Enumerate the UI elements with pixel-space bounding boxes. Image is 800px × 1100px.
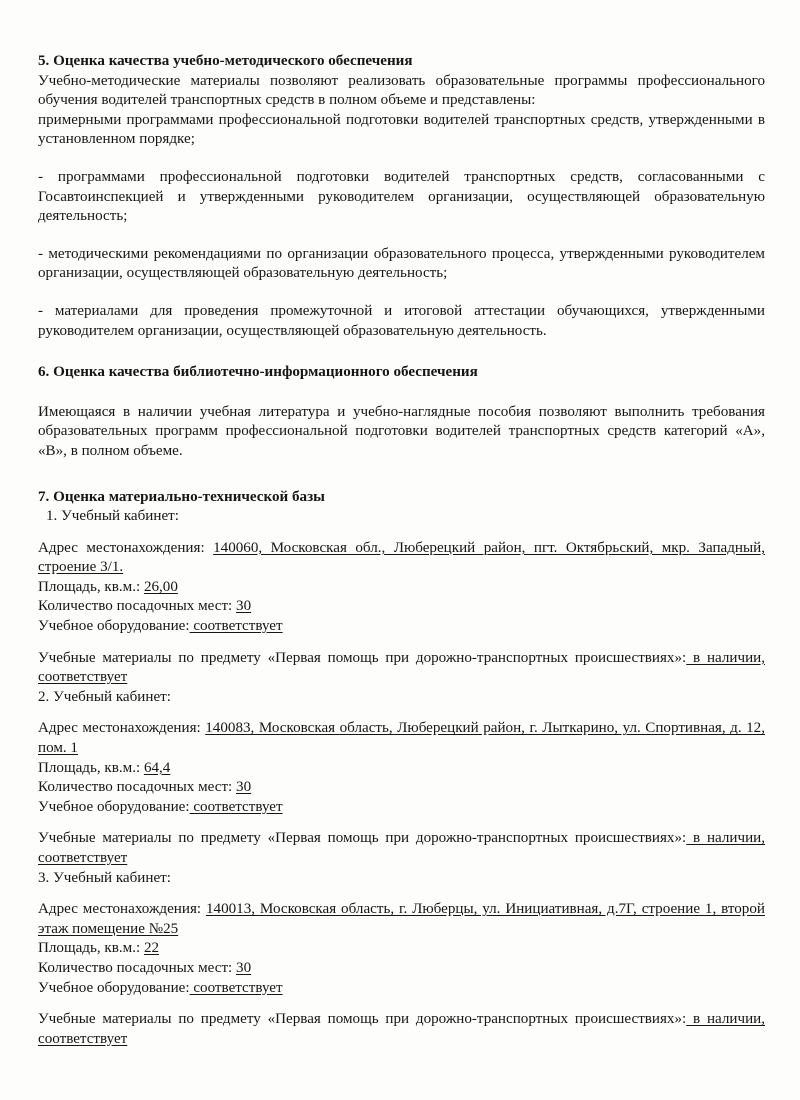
room-1-materials-value: в наличии, соответствует xyxy=(38,649,766,686)
materials-label: Учебные материалы по предмету «Первая помощь при дорожно-транспортных происшествиях»: xyxy=(38,649,687,666)
room-3-title: 3. Учебный кабинет: xyxy=(38,869,171,886)
room-3-materials xyxy=(38,1010,765,1049)
room-1-seats xyxy=(38,597,765,617)
address-label: Адрес местонахождения: xyxy=(38,539,214,556)
equipment-label: Учебное оборудование: xyxy=(38,618,190,635)
equipment-label: Учебное оборудование: xyxy=(38,798,190,815)
room-2-area xyxy=(38,759,765,779)
room-2-title: 2. Учебный кабинет: xyxy=(38,688,171,705)
room-3-seats-value: 30 xyxy=(236,959,252,976)
area-label: Площадь, кв.м.: xyxy=(38,759,144,776)
room-3-address-value: 140013, Московская область, г. Люберцы, ул. Инициативная, д.7Г, строение 1, второй этаж помещение №25 xyxy=(38,901,765,937)
room-3-equipment xyxy=(38,979,765,999)
materials-label: Учебные материалы по предмету «Первая помощь при дорожно-транспортных происшествиях»: xyxy=(38,1011,687,1028)
room-2-seats-value: 30 xyxy=(236,779,252,796)
room-2-materials xyxy=(38,829,765,868)
section-5-item-2: - программами профессиональной подготовки водителей транспортных средств, согласованными с Госавтоинспекцией и утвержденными руководителем организации, осуществляющей образовательную деятельность; xyxy=(38,168,765,225)
seats-label: Количество посадочных мест: xyxy=(38,959,237,976)
room-1-address-value: 140060, Московская обл., Люберецкий район, пгт. Октябрьский, мкр. Западный, строение 3/1. xyxy=(38,539,765,576)
address-label: Адрес местонахождения: xyxy=(38,901,206,918)
room-1-title: 1. Учебный кабинет: xyxy=(46,508,179,525)
room-1-seats-value: 30 xyxy=(236,598,252,615)
room-2-seats xyxy=(38,778,765,798)
room-2-materials-value: в наличии, соответствует xyxy=(38,830,766,866)
area-label: Площадь, кв.м.: xyxy=(38,940,144,957)
section-6-text: Имеющаяся в наличии учебная литература и учебно-наглядные пособия позволяют выполнить требования образовательных программ профессиональной подготовки водителей транспортных средств категорий «А», «В», в полном объеме. xyxy=(38,403,765,459)
room-2-address xyxy=(38,719,765,758)
room-3-area xyxy=(38,939,765,959)
section-5-intro: Учебно-методические материалы позволяют реализовать образовательные программы профессионального обучения водителей транспортных средств в полном объеме и представлены: xyxy=(38,72,765,109)
room-3-seats xyxy=(38,959,765,979)
room-1-equipment-value: соответствует xyxy=(189,618,283,635)
room-2-address-value: 140083, Московская область, Люберецкий район, г. Лыткарино, ул. Спортивная, д. 12, пом. 1 xyxy=(38,720,765,757)
room-3-area-value: 22 xyxy=(143,940,160,957)
section-6-heading: 6. Оценка качества библиотечно-информационного обеспечения xyxy=(38,364,478,381)
room-1-equipment xyxy=(38,617,765,637)
room-1-address xyxy=(38,539,765,578)
section-5-item-1: примерными программами профессиональной подготовки водителей транспортных средств, утвержденными в установленном порядке; xyxy=(38,111,765,148)
room-3-address xyxy=(38,900,765,939)
room-1-materials xyxy=(38,649,765,688)
section-5-item-3: - методическими рекомендациями по организации образовательного процесса, утвержденными руководителем организации, осуществляющей образовательную деятельность; xyxy=(38,245,765,282)
room-2-area-value: 64,4 xyxy=(143,759,171,776)
room-1-area xyxy=(38,578,765,598)
room-3-materials-value: в наличии, соответствует xyxy=(38,1011,766,1047)
section-7-heading: 7. Оценка материально-технической базы xyxy=(38,488,325,505)
room-1-area-value: 26,00 xyxy=(143,578,178,595)
room-3-equipment-value: соответствует xyxy=(189,979,283,996)
materials-label: Учебные материалы по предмету «Первая помощь при дорожно-транспортных происшествиях»: xyxy=(38,830,687,847)
section-5-item-4: - материалами для проведения промежуточной и итоговой аттестации обучающихся, утвержденными руководителем организации, осуществляющей образовательную деятельность. xyxy=(38,302,765,339)
room-2-equipment xyxy=(38,798,765,818)
seats-label: Количество посадочных мест: xyxy=(38,598,237,615)
area-label: Площадь, кв.м.: xyxy=(38,578,144,595)
seats-label: Количество посадочных мест: xyxy=(38,779,237,796)
address-label: Адрес местонахождения: xyxy=(38,720,206,737)
equipment-label: Учебное оборудование: xyxy=(38,979,190,996)
room-2-equipment-value: соответствует xyxy=(189,798,283,815)
document-page xyxy=(38,52,765,1049)
section-5-heading: 5. Оценка качества учебно-методического обеспечения xyxy=(38,53,413,69)
